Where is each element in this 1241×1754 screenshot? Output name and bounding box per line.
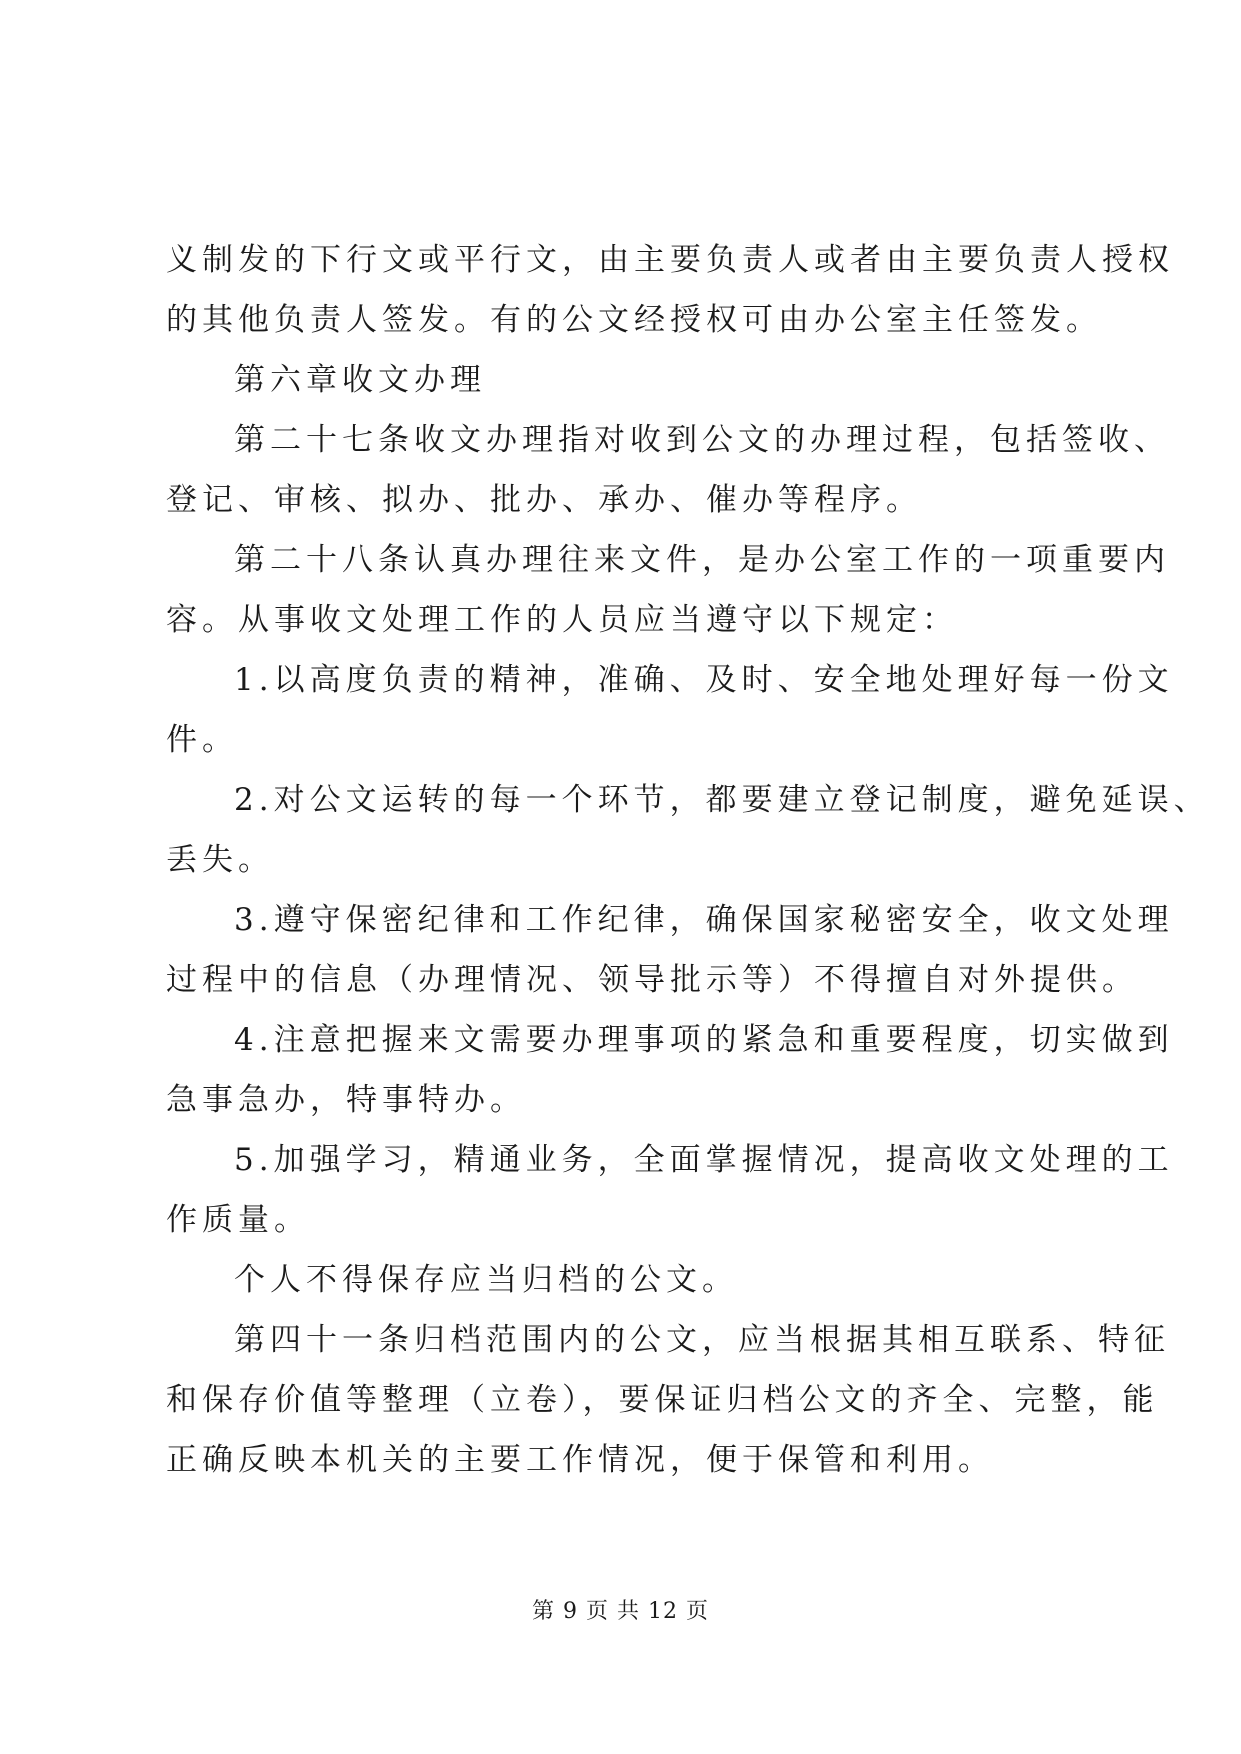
- body-line-8: 1.以高度负责的精神，准确、及时、安全地处理好每一份文: [234, 662, 1174, 698]
- body-line-20: 和保存价值等整理（立卷），要保证归档公文的齐全、完整，能: [166, 1382, 1159, 1418]
- page-number-label: 第 9 页 共 12 页: [532, 1599, 709, 1624]
- body-line-19: 第四十一条归档范围内的公文，应当根据其相互联系、特征: [234, 1322, 1170, 1358]
- body-line-5: 登记、审核、拟办、批办、承办、催办等程序。: [166, 482, 922, 518]
- chapter-heading: 第六章收文办理: [234, 362, 486, 398]
- body-line-11: 丢失。: [166, 842, 274, 878]
- body-line-16: 5.加强学习，精通业务，全面掌握情况，提高收文处理的工: [234, 1142, 1174, 1178]
- body-line-2: 的其他负责人签发。有的公文经授权可由办公室主任签发。: [166, 302, 1102, 338]
- body-line-10: 2.对公文运转的每一个环节，都要建立登记制度，避免延误、: [234, 782, 1210, 818]
- body-line-18: 个人不得保存应当归档的公文。: [234, 1262, 738, 1298]
- body-line-9: 件。: [166, 722, 238, 758]
- body-line-17: 作质量。: [166, 1202, 310, 1238]
- page-footer: [0, 1597, 1241, 1627]
- body-line-14: 4.注意把握来文需要办理事项的紧急和重要程度，切实做到: [234, 1022, 1174, 1058]
- body-line-12: 3.遵守保密纪律和工作纪律，确保国家秘密安全，收文处理: [234, 902, 1174, 938]
- body-line-1: 义制发的下行文或平行文，由主要负责人或者由主要负责人授权: [166, 242, 1174, 278]
- body-line-7: 容。从事收文处理工作的人员应当遵守以下规定：: [166, 602, 958, 638]
- document-body: [166, 230, 1210, 1490]
- body-line-6: 第二十八条认真办理往来文件，是办公室工作的一项重要内: [234, 542, 1170, 578]
- body-line-4: 第二十七条收文办理指对收到公文的办理过程，包括签收、: [234, 422, 1170, 458]
- body-line-13: 过程中的信息（办理情况、领导批示等）不得擅自对外提供。: [166, 962, 1138, 998]
- body-line-15: 急事急办，特事特办。: [166, 1082, 526, 1118]
- body-line-21: 正确反映本机关的主要工作情况，便于保管和利用。: [166, 1442, 994, 1478]
